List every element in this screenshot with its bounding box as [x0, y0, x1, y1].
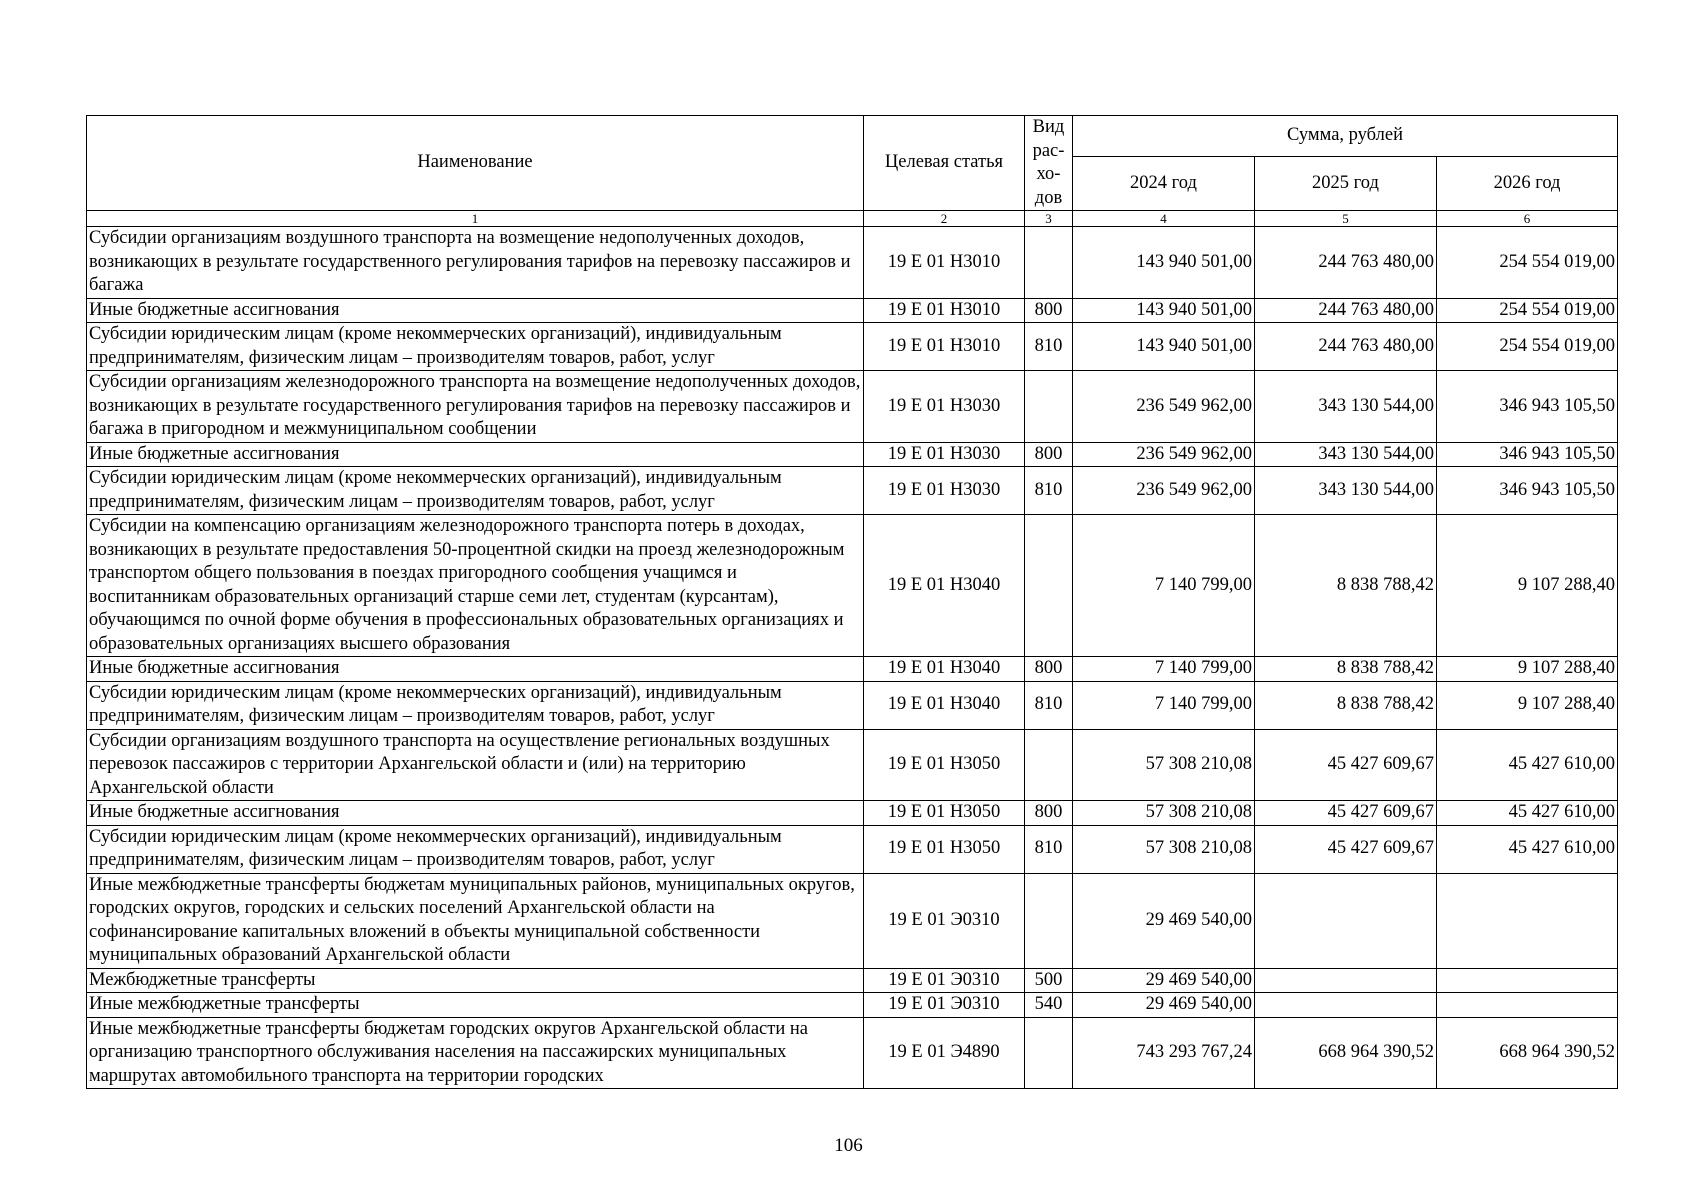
row-amount-2026: 9 107 288,40 [1437, 657, 1618, 682]
row-amount-2026 [1437, 873, 1618, 968]
row-amount-2025: 8 838 788,42 [1255, 681, 1437, 729]
row-name: Иные бюджетные ассигнования [87, 657, 864, 682]
row-target-article: 19 Е 01 Н3050 [864, 729, 1025, 801]
row-name: Субсидии организациям воздушного транспорта на осуществление региональных воздушных перевозок пассажиров с территории Архангельской области и (или) на территорию Архангельской области [87, 729, 864, 801]
row-amount-2026 [1437, 993, 1618, 1018]
row-amount-2024: 29 469 540,00 [1073, 993, 1255, 1018]
header-year-2024: 2024 год [1073, 157, 1255, 211]
row-amount-2024: 236 549 962,00 [1073, 467, 1255, 515]
row-name: Иные межбюджетные трансферты бюджетам муниципальных районов, муниципальных округов, городских округов, городских и сельских поселений Архангельской области на софинансирование капитальных вложений в объекты муниципальной собственности муниципальных образований Архангельской области [87, 873, 864, 968]
budget-table [86, 115, 1618, 1089]
table-row [87, 298, 1618, 323]
table-row [87, 681, 1618, 729]
table-row [87, 993, 1618, 1018]
row-amount-2025: 343 130 544,00 [1255, 371, 1437, 443]
header-index: 1 [87, 211, 864, 227]
row-name: Субсидии юридическим лицам (кроме некоммерческих организаций), индивидуальным предпринимателям, физическим лицам – производителям товаров, работ, услуг [87, 825, 864, 873]
row-target-article: 19 Е 01 Э0310 [864, 873, 1025, 968]
row-amount-2025: 668 964 390,52 [1255, 1017, 1437, 1089]
row-amount-2025: 45 427 609,67 [1255, 729, 1437, 801]
table-row [87, 657, 1618, 682]
row-target-article: 19 Е 01 Н3010 [864, 227, 1025, 299]
row-target-article: 19 Е 01 Э0310 [864, 968, 1025, 993]
row-amount-2024: 29 469 540,00 [1073, 968, 1255, 993]
header-sum: Сумма, рублей [1073, 116, 1618, 157]
row-amount-2024: 57 308 210,08 [1073, 801, 1255, 826]
row-expense-type [1025, 1017, 1073, 1089]
row-target-article: 19 Е 01 Н3010 [864, 298, 1025, 323]
row-target-article: 19 Е 01 Э0310 [864, 993, 1025, 1018]
table-row [87, 442, 1618, 467]
row-amount-2025: 8 838 788,42 [1255, 515, 1437, 657]
row-target-article: 19 Е 01 Н3040 [864, 515, 1025, 657]
row-amount-2024: 143 940 501,00 [1073, 323, 1255, 371]
header-index: 5 [1255, 211, 1437, 227]
row-name: Иные межбюджетные трансферты бюджетам городских округов Архангельской области на организацию транспортного обслуживания населения на пассажирских муниципальных маршрутах автомобильного транспорта на территории городских [87, 1017, 864, 1089]
table-row [87, 873, 1618, 968]
row-expense-type: 810 [1025, 467, 1073, 515]
row-expense-type [1025, 227, 1073, 299]
row-expense-type: 810 [1025, 681, 1073, 729]
row-amount-2024: 236 549 962,00 [1073, 442, 1255, 467]
row-amount-2025: 343 130 544,00 [1255, 442, 1437, 467]
row-amount-2025 [1255, 968, 1437, 993]
row-target-article: 19 Е 01 Н3050 [864, 801, 1025, 826]
table-row [87, 323, 1618, 371]
row-amount-2024: 29 469 540,00 [1073, 873, 1255, 968]
row-target-article: 19 Е 01 Н3030 [864, 442, 1025, 467]
row-expense-type: 500 [1025, 968, 1073, 993]
header-year-2025: 2025 год [1255, 157, 1437, 211]
row-name: Субсидии организациям воздушного транспорта на возмещение недополученных доходов, возникающих в результате государственного регулирования тарифов на перевозку пассажиров и багажа [87, 227, 864, 299]
row-expense-type: 810 [1025, 323, 1073, 371]
row-amount-2024: 143 940 501,00 [1073, 298, 1255, 323]
row-amount-2025: 244 763 480,00 [1255, 323, 1437, 371]
row-expense-type: 800 [1025, 657, 1073, 682]
header-name: Наименование [87, 116, 864, 211]
row-expense-type: 800 [1025, 442, 1073, 467]
row-amount-2024: 236 549 962,00 [1073, 371, 1255, 443]
page-number: 106 [834, 1135, 863, 1156]
row-amount-2026: 254 554 019,00 [1437, 298, 1618, 323]
table-row [87, 371, 1618, 443]
table-row [87, 227, 1618, 299]
row-expense-type: 540 [1025, 993, 1073, 1018]
row-amount-2026: 45 427 610,00 [1437, 801, 1618, 826]
row-amount-2026: 45 427 610,00 [1437, 825, 1618, 873]
row-expense-type [1025, 873, 1073, 968]
row-amount-2026: 45 427 610,00 [1437, 729, 1618, 801]
row-name: Иные бюджетные ассигнования [87, 442, 864, 467]
row-amount-2026: 254 554 019,00 [1437, 323, 1618, 371]
row-amount-2024: 7 140 799,00 [1073, 657, 1255, 682]
header-year-2026: 2026 год [1437, 157, 1618, 211]
row-name: Иные бюджетные ассигнования [87, 801, 864, 826]
table-header [87, 116, 1618, 227]
row-amount-2026: 346 943 105,50 [1437, 371, 1618, 443]
row-amount-2025: 244 763 480,00 [1255, 298, 1437, 323]
row-expense-type: 800 [1025, 801, 1073, 826]
row-target-article: 19 Е 01 Н3010 [864, 323, 1025, 371]
row-expense-type [1025, 371, 1073, 443]
row-amount-2026: 9 107 288,40 [1437, 681, 1618, 729]
table-row [87, 1017, 1618, 1089]
row-target-article: 19 Е 01 Н3050 [864, 825, 1025, 873]
row-amount-2026: 346 943 105,50 [1437, 467, 1618, 515]
row-target-article: 19 Е 01 Э4890 [864, 1017, 1025, 1089]
row-target-article: 19 Е 01 Н3040 [864, 681, 1025, 729]
row-expense-type [1025, 729, 1073, 801]
row-amount-2024: 143 940 501,00 [1073, 227, 1255, 299]
table-row [87, 801, 1618, 826]
header-index: 6 [1437, 211, 1618, 227]
row-amount-2024: 7 140 799,00 [1073, 681, 1255, 729]
row-name: Иные межбюджетные трансферты [87, 993, 864, 1018]
header-index: 2 [864, 211, 1025, 227]
header-expense-type-line: рас- [1032, 140, 1065, 161]
row-target-article: 19 Е 01 Н3040 [864, 657, 1025, 682]
row-amount-2026: 254 554 019,00 [1437, 227, 1618, 299]
row-name: Иные бюджетные ассигнования [87, 298, 864, 323]
table-row [87, 968, 1618, 993]
row-name: Субсидии юридическим лицам (кроме некоммерческих организаций), индивидуальным предпринимателям, физическим лицам – производителям товаров, работ, услуг [87, 681, 864, 729]
row-name: Субсидии юридическим лицам (кроме некоммерческих организаций), индивидуальным предпринимателям, физическим лицам – производителям товаров, работ, услуг [87, 323, 864, 371]
row-name: Субсидии на компенсацию организациям железнодорожного транспорта потерь в доходах, возникающих в результате предоставления 50-процентной скидки на проезд железнодорожным транспортом общего пользования в поездах пригородного сообщения учащимся и воспитанникам образовательных организаций старше семи лет, студентам (курсантам), обучающимся по очной форме обучения в профессиональных образовательных организациях и образовательных организациях высшего образования [87, 515, 864, 657]
table-body [87, 227, 1618, 1089]
row-amount-2025: 45 427 609,67 [1255, 801, 1437, 826]
row-amount-2025 [1255, 873, 1437, 968]
row-expense-type: 810 [1025, 825, 1073, 873]
table-row [87, 467, 1618, 515]
header-expense-type-line: дов [1034, 187, 1063, 208]
row-amount-2024: 57 308 210,08 [1073, 729, 1255, 801]
table-row [87, 729, 1618, 801]
row-amount-2026: 9 107 288,40 [1437, 515, 1618, 657]
row-amount-2024: 7 140 799,00 [1073, 515, 1255, 657]
row-amount-2024: 743 293 767,24 [1073, 1017, 1255, 1089]
row-amount-2025 [1255, 993, 1437, 1018]
row-amount-2025: 244 763 480,00 [1255, 227, 1437, 299]
row-name: Субсидии юридическим лицам (кроме некоммерческих организаций), индивидуальным предпринимателям, физическим лицам – производителям товаров, работ, услуг [87, 467, 864, 515]
table-row [87, 515, 1618, 657]
header-index-row [87, 211, 1618, 227]
header-expense-type-line: Вид [1032, 117, 1065, 137]
header-expense-type-line: хо- [1036, 164, 1061, 184]
row-amount-2026: 668 964 390,52 [1437, 1017, 1618, 1089]
row-target-article: 19 Е 01 Н3030 [864, 371, 1025, 443]
header-index: 3 [1025, 211, 1073, 227]
row-expense-type [1025, 515, 1073, 657]
header-target-article: Целевая статья [864, 116, 1025, 211]
row-target-article: 19 Е 01 Н3030 [864, 467, 1025, 515]
row-amount-2025: 45 427 609,67 [1255, 825, 1437, 873]
row-amount-2024: 57 308 210,08 [1073, 825, 1255, 873]
row-amount-2025: 8 838 788,42 [1255, 657, 1437, 682]
row-name: Межбюджетные трансферты [87, 968, 864, 993]
row-amount-2025: 343 130 544,00 [1255, 467, 1437, 515]
table-row [87, 825, 1618, 873]
row-amount-2026: 346 943 105,50 [1437, 442, 1618, 467]
row-amount-2026 [1437, 968, 1618, 993]
header-index: 4 [1073, 211, 1255, 227]
row-name: Субсидии организациям железнодорожного транспорта на возмещение недополученных доходов, возникающих в результате государственного регулирования тарифов на перевозку пассажиров и багажа в пригородном и межмуниципальном сообщении [87, 371, 864, 443]
header-expense-type [1025, 116, 1073, 211]
row-expense-type: 800 [1025, 298, 1073, 323]
